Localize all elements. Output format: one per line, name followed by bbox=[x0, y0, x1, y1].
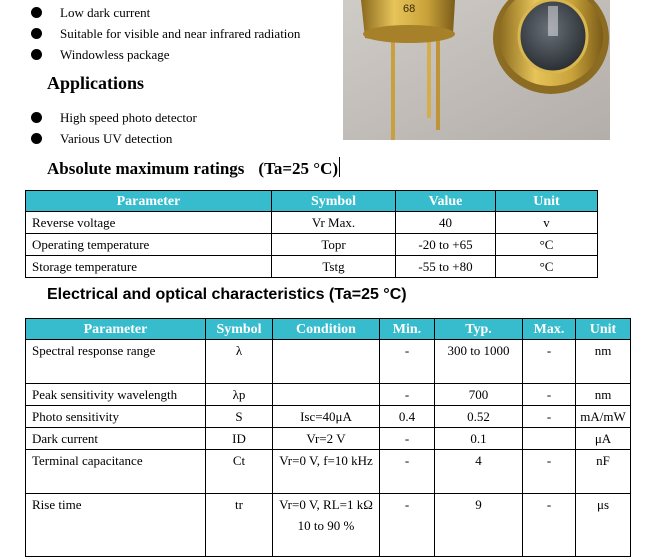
table-cell: - bbox=[380, 450, 435, 494]
column-header: Parameter bbox=[26, 319, 206, 340]
table-row bbox=[26, 406, 631, 428]
application-item: Various UV detection bbox=[30, 128, 197, 149]
column-header: Min. bbox=[380, 319, 435, 340]
table-cell: nF bbox=[576, 450, 631, 494]
table-cell: - bbox=[523, 450, 576, 494]
table-cell: Operating temperature bbox=[26, 234, 272, 256]
table-cell: 0.4 bbox=[380, 406, 435, 428]
column-header: Symbol bbox=[206, 319, 273, 340]
table-cell: 300 to 1000 bbox=[435, 340, 523, 384]
table-cell: Ct bbox=[206, 450, 273, 494]
electrical-characteristics-heading: Electrical and optical characteristics (Ta=25 °C) bbox=[47, 286, 407, 303]
table-cell: μs bbox=[576, 494, 631, 557]
absolute-ratings-table bbox=[25, 190, 598, 278]
table-cell: Vr=0 V, f=10 kHz bbox=[273, 450, 380, 494]
column-header: Unit bbox=[496, 191, 598, 212]
table-cell: μA bbox=[576, 428, 631, 450]
bullet-icon bbox=[31, 7, 42, 18]
column-header: Symbol bbox=[272, 191, 396, 212]
feature-item: Suitable for visible and near infrared radiation bbox=[30, 23, 300, 44]
table-cell: - bbox=[523, 340, 576, 384]
column-header: Unit bbox=[576, 319, 631, 340]
table-cell: Tstg bbox=[272, 256, 396, 278]
table-cell: - bbox=[380, 384, 435, 406]
table-cell: Vr=2 V bbox=[273, 428, 380, 450]
table-cell: λ bbox=[206, 340, 273, 384]
table-cell: Reverse voltage bbox=[26, 212, 272, 234]
table-row bbox=[26, 212, 598, 234]
bullet-icon bbox=[31, 49, 42, 60]
column-header: Value bbox=[396, 191, 496, 212]
bullet-icon bbox=[31, 133, 42, 144]
table-cell bbox=[523, 428, 576, 450]
table-cell: nm bbox=[576, 384, 631, 406]
table-cell: -55 to +80 bbox=[396, 256, 496, 278]
table-cell: 0.52 bbox=[435, 406, 523, 428]
bullet-icon bbox=[31, 28, 42, 39]
table-header-row bbox=[26, 319, 631, 340]
features-list bbox=[30, 2, 300, 65]
table-cell: 9 bbox=[435, 494, 523, 557]
table-cell: λp bbox=[206, 384, 273, 406]
table-cell: Storage temperature bbox=[26, 256, 272, 278]
table-cell: Isc=40μA bbox=[273, 406, 380, 428]
table-cell bbox=[273, 384, 380, 406]
electrical-characteristics-table bbox=[25, 318, 631, 557]
table-cell: 700 bbox=[435, 384, 523, 406]
table-cell: °C bbox=[496, 256, 598, 278]
table-cell: Dark current bbox=[26, 428, 206, 450]
table-cell: Topr bbox=[272, 234, 396, 256]
table-row bbox=[26, 450, 631, 494]
table-cell: v bbox=[496, 212, 598, 234]
table-cell: - bbox=[380, 494, 435, 557]
applications-list bbox=[30, 107, 197, 149]
table-cell bbox=[273, 340, 380, 384]
table-cell: Vr Max. bbox=[272, 212, 396, 234]
table-cell: mA/mW bbox=[576, 406, 631, 428]
application-item: High speed photo detector bbox=[30, 107, 197, 128]
table-row bbox=[26, 234, 598, 256]
table-header-row bbox=[26, 191, 598, 212]
table-cell: 40 bbox=[396, 212, 496, 234]
table-row bbox=[26, 340, 631, 384]
text-cursor bbox=[339, 157, 340, 177]
applications-heading: Applications bbox=[47, 73, 145, 93]
absolute-ratings-heading: Absolute maximum ratings (Ta=25 °C) bbox=[47, 159, 339, 178]
table-cell: 4 bbox=[435, 450, 523, 494]
table-cell: S bbox=[206, 406, 273, 428]
table-cell: tr bbox=[206, 494, 273, 557]
table-row bbox=[26, 256, 598, 278]
bullet-icon bbox=[31, 112, 42, 123]
photodiode-image bbox=[343, 0, 610, 140]
table-cell: Peak sensitivity wavelength bbox=[26, 384, 206, 406]
feature-item: Low dark current bbox=[30, 2, 300, 23]
table-cell: - bbox=[380, 428, 435, 450]
table-cell: 0.1 bbox=[435, 428, 523, 450]
table-cell: -20 to +65 bbox=[396, 234, 496, 256]
table-cell: - bbox=[523, 384, 576, 406]
table-row bbox=[26, 494, 631, 557]
feature-item: Windowless package bbox=[30, 44, 300, 65]
table-cell: Terminal capacitance bbox=[26, 450, 206, 494]
table-cell: Rise time bbox=[26, 494, 206, 557]
table-cell: - bbox=[523, 406, 576, 428]
table-cell: - bbox=[523, 494, 576, 557]
product-photo bbox=[343, 0, 610, 140]
column-header: Typ. bbox=[435, 319, 523, 340]
svg-text:68: 68 bbox=[403, 3, 416, 15]
table-cell: Spectral response range bbox=[26, 340, 206, 384]
table-row bbox=[26, 384, 631, 406]
table-row bbox=[26, 428, 631, 450]
table-cell: ID bbox=[206, 428, 273, 450]
column-header: Max. bbox=[523, 319, 576, 340]
table-cell: °C bbox=[496, 234, 598, 256]
table-cell: - bbox=[380, 340, 435, 384]
table-cell: Photo sensitivity bbox=[26, 406, 206, 428]
column-header: Condition bbox=[273, 319, 380, 340]
table-cell: Vr=0 V, RL=1 kΩ 10 to 90 % bbox=[273, 494, 380, 557]
column-header: Parameter bbox=[26, 191, 272, 212]
table-cell: nm bbox=[576, 340, 631, 384]
